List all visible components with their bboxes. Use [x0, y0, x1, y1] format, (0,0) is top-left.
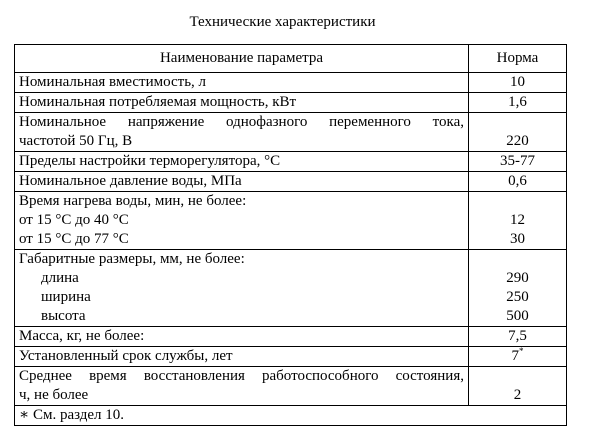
norm-cell	[469, 347, 567, 367]
norm-cell	[469, 250, 567, 327]
norm-cell	[469, 152, 567, 172]
table-row	[15, 93, 567, 113]
table-row	[15, 327, 567, 347]
norm-value: 290	[506, 270, 529, 286]
param-text: Среднее время восстановления работоспособного состояния,	[19, 368, 464, 384]
norm-value	[473, 347, 562, 366]
norm-value: 250	[506, 289, 529, 305]
norm-cell	[469, 172, 567, 192]
norm-cell	[469, 113, 567, 152]
param-text: Габаритные размеры, мм, не более:	[19, 251, 245, 267]
norm-value: 10	[510, 74, 525, 90]
param-text: Установленный срок службы, лет	[19, 348, 233, 364]
param-text: Номинальная вместимость, л	[19, 74, 207, 90]
param-cell	[15, 113, 469, 152]
param-text: от 15 °С до 40 °С	[19, 212, 129, 228]
norm-value: 12	[510, 212, 525, 228]
table-row	[15, 367, 567, 406]
param-cell	[15, 327, 469, 347]
param-cell	[15, 152, 469, 172]
table-row	[15, 250, 567, 327]
param-text: Номинальное напряжение однофазного переменного тока,	[19, 114, 464, 130]
norm-value: 220	[506, 133, 529, 149]
param-cell	[15, 367, 469, 406]
param-text: от 15 °С до 77 °С	[19, 231, 129, 247]
param-text: Масса, кг, не более:	[19, 328, 145, 344]
norm-cell	[469, 327, 567, 347]
specs-table	[14, 44, 567, 426]
footnote-row	[15, 406, 567, 426]
header-norm: Норма	[469, 45, 567, 73]
norm-value: 500	[506, 308, 529, 324]
norm-value: 2	[513, 387, 522, 403]
param-text: ширина	[41, 289, 91, 305]
param-text: Номинальная потребляемая мощность, кВт	[19, 94, 297, 110]
table-row	[15, 113, 567, 152]
table-row	[15, 152, 567, 172]
norm-cell	[469, 93, 567, 113]
param-cell	[15, 347, 469, 367]
document-title: Технические характеристики	[189, 14, 376, 30]
footnote: ∗ См. раздел 10.	[15, 406, 567, 426]
table-row	[15, 347, 567, 367]
norm-number: 7	[511, 348, 519, 364]
param-cell	[15, 250, 469, 327]
norm-cell	[469, 73, 567, 93]
header-parameter: Наименование параметра	[15, 45, 469, 73]
table-header-row	[15, 45, 567, 73]
param-text: Пределы настройки терморегулятора, °С	[19, 153, 281, 169]
table-row	[15, 73, 567, 93]
norm-value: 1,6	[508, 94, 527, 110]
param-cell	[15, 192, 469, 250]
norm-value: 7,5	[508, 328, 527, 344]
param-text: длина	[41, 270, 79, 286]
table-row	[15, 172, 567, 192]
param-cell	[15, 73, 469, 93]
norm-value: 0,6	[508, 173, 527, 189]
param-text: частотой 50 Гц, В	[19, 133, 133, 149]
param-cell	[15, 93, 469, 113]
norm-value: 35-77	[500, 153, 535, 169]
norm-cell	[469, 192, 567, 250]
norm-value: 30	[510, 231, 525, 247]
param-text: ч, не более	[19, 387, 89, 403]
param-text: Номинальное давление воды, МПа	[19, 173, 242, 189]
param-text: высота	[41, 308, 86, 324]
norm-cell	[469, 367, 567, 406]
param-text: Время нагрева воды, мин, не более:	[19, 193, 247, 209]
table-row	[15, 192, 567, 250]
footnote-mark: *	[519, 346, 524, 356]
param-cell	[15, 172, 469, 192]
